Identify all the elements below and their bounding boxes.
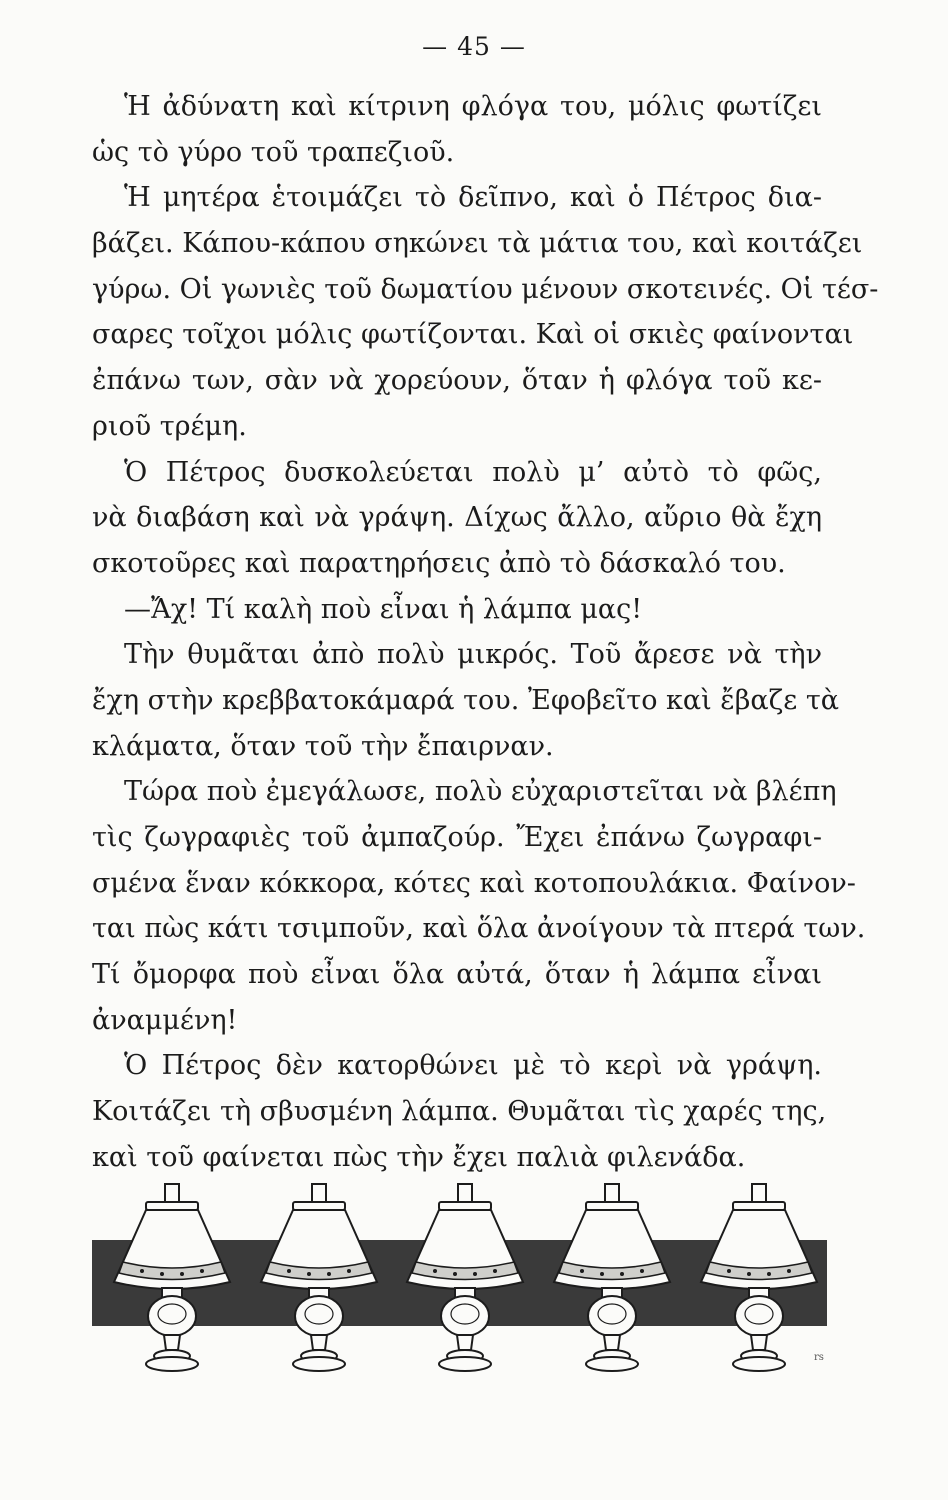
text-line: Ἡ ἀδύνατη καὶ κίτρινη φλόγα του, μόλις φωτίζει: [124, 91, 822, 122]
lamp-icon: [261, 1184, 377, 1371]
text-line: —Ἄχ! Τί καλὴ ποὺ εἶναι ἡ λάμπα μας!: [124, 593, 643, 625]
text-line: νὰ διαβάση καὶ νὰ γράψη. Δίχως ἄλλο, αὔριο θὰ ἔχη: [92, 502, 822, 534]
text-line: Ὁ Πέτρος δυσκολεύεται πολὺ μ’ αὐτὸ τὸ φῶς,: [124, 456, 822, 488]
text-line: καὶ τοῦ φαίνεται πὼς τὴν ἔχει παλιὰ φιλενάδα.: [92, 1141, 746, 1173]
text-line: ἀναμμένη!: [92, 1004, 238, 1036]
lamp-icon: [114, 1184, 230, 1371]
lamp-icon: [701, 1184, 817, 1371]
text-line: Ὁ Πέτρος δὲν κατορθώνει μὲ τὸ κερὶ νὰ γράψη.: [124, 1050, 822, 1082]
text-line: βάζει. Κάπου-κάπου σηκώνει τὰ μάτια του, καὶ κοιτάζει: [92, 228, 863, 260]
text-line: ται πὼς κάτι τσιμποῦν, καὶ ὅλα ἀνοίγουν τὰ πτερά των.: [92, 913, 866, 945]
text-line: σαρες τοῖχοι μόλις φωτίζονται. Καὶ οἱ σκιὲς φαίνονται: [92, 319, 854, 351]
text-line: Τὴν θυμᾶται ἀπὸ πολὺ μικρός. Τοῦ ἄρεσε νὰ τὴν: [124, 639, 822, 671]
engraver-mark: rs: [814, 1352, 824, 1363]
text-line: σμένα ἕναν κόκκορα, κότες καὶ κοτοπουλάκια. Φαίνον-: [92, 867, 856, 899]
lamp-ornament: [92, 1178, 827, 1388]
text-line: γύρω. Οἱ γωνιὲς τοῦ δωματίου μένουν σκοτεινές. Οἱ τέσ-: [92, 273, 879, 305]
text-line: τὶς ζωγραφιὲς τοῦ ἀμπαζούρ. Ἔχει ἐπάνω ζωγραφι-: [92, 822, 822, 853]
text-line: Ἡ μητέρα ἑτοιμάζει τὸ δεῖπνο, καὶ ὁ Πέτρος δια-: [124, 182, 822, 214]
text-line: Τώρα ποὺ ἐμεγάλωσε, πολὺ εὐχαριστεῖται νὰ βλέπη: [124, 776, 837, 808]
text-line: σκοτοῦρες καὶ παρατηρήσεις ἀπὸ τὸ δάσκαλό του.: [92, 547, 786, 579]
text-line: ἔχη στὴν κρεββατοκάμαρά του. Ἐφοβεῖτο καὶ ἔβαζε τὰ: [92, 684, 840, 716]
page-number: — 45 —: [422, 32, 526, 61]
text-line: Τί ὄμορφα ποὺ εἶναι ὅλα αὐτά, ὅταν ἡ λάμπα εἶναι: [92, 959, 822, 991]
text-line: ὡς τὸ γύρο τοῦ τραπεζιοῦ.: [92, 136, 455, 168]
body-text: [92, 84, 879, 1181]
text-line: ριοῦ τρέμη.: [92, 410, 247, 442]
lamp-icon: [407, 1184, 523, 1371]
text-line: Κοιτάζει τὴ σβυσμένη λάμπα. Θυμᾶται τὶς χαρές της,: [92, 1096, 827, 1128]
text-line: ἐπάνω των, σὰν νὰ χορεύουν, ὅταν ἡ φλόγα τοῦ κε-: [92, 365, 822, 397]
text-line: κλάματα, ὅταν τοῦ τὴν ἔπαιρναν.: [92, 730, 554, 762]
lamp-icon: [554, 1184, 670, 1371]
